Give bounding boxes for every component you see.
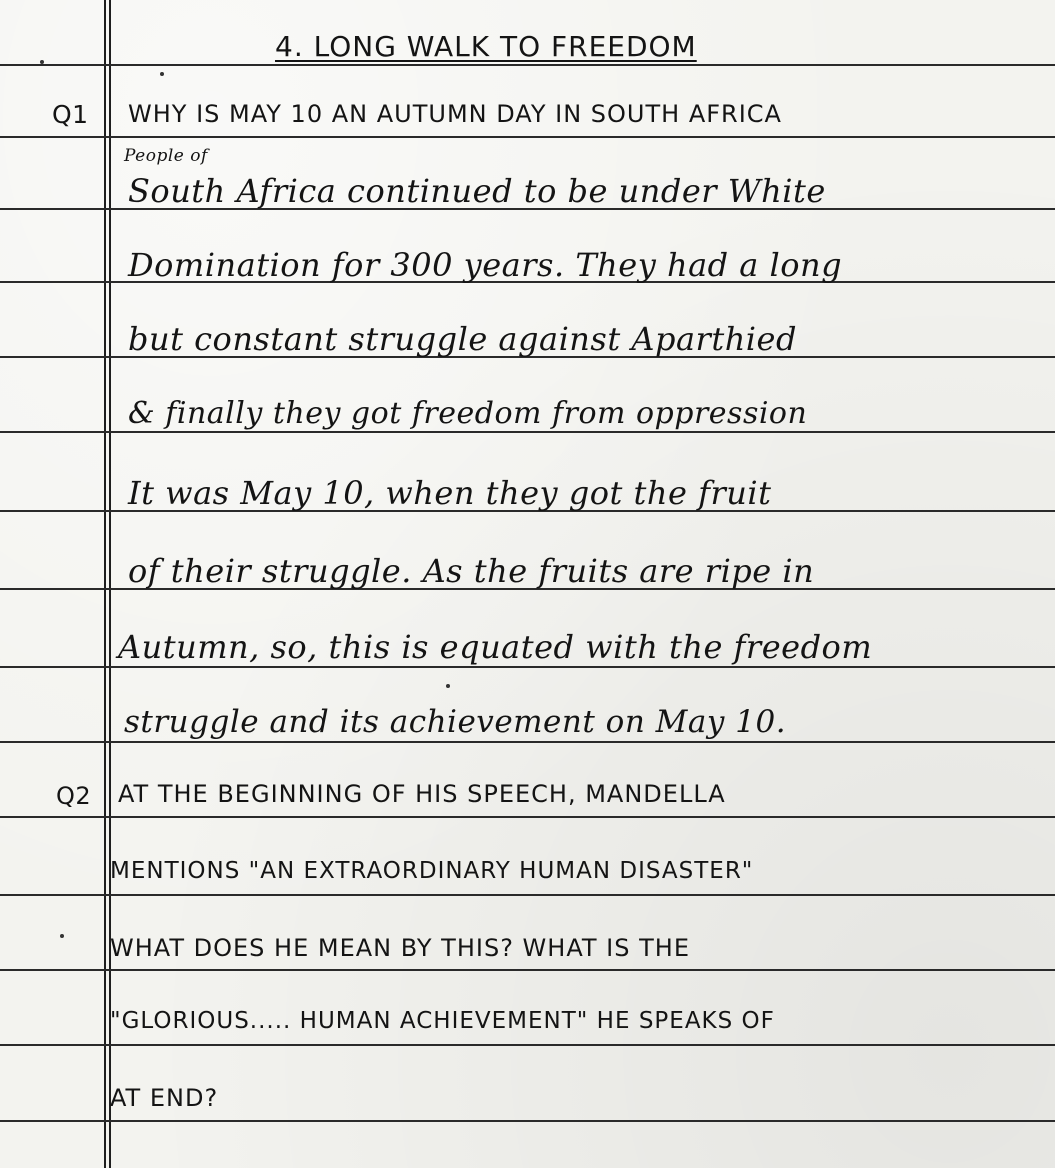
question-text: WHAT DOES HE MEAN BY THIS? WHAT IS THE <box>110 934 690 962</box>
ink-dot <box>446 684 450 688</box>
answer-line: of their struggle. As the fruits are ripe in <box>128 552 815 590</box>
ruled-line <box>0 431 1055 433</box>
ink-dot <box>60 934 64 938</box>
margin-line-outer <box>104 0 106 1168</box>
answer-line: & finally they got freedom from oppression <box>128 396 808 431</box>
question-text: AT END? <box>110 1084 219 1112</box>
question-text: AT THE BEGINNING OF HIS SPEECH, MANDELLA <box>118 780 726 808</box>
ruled-line <box>0 1044 1055 1046</box>
insert-note: People of <box>124 146 208 166</box>
question-label: Q2 <box>56 782 92 810</box>
answer-line: It was May 10, when they got the fruit <box>128 474 772 512</box>
question-label: Q1 <box>52 100 89 129</box>
ruled-line <box>0 894 1055 896</box>
answer-line: struggle and its achievement on May 10. <box>124 704 787 740</box>
ruled-line <box>0 1120 1055 1122</box>
answer-line: Autumn, so, this is equated with the freedom <box>118 628 873 666</box>
ruled-line <box>0 64 1055 66</box>
ruled-line <box>0 136 1055 138</box>
question-text: WHY IS MAY 10 AN AUTUMN DAY IN SOUTH AFRICA <box>128 100 782 128</box>
answer-line: but constant struggle against Aparthied <box>128 320 797 358</box>
ruled-line <box>0 969 1055 971</box>
ruled-line <box>0 666 1055 668</box>
ink-dot <box>160 72 164 76</box>
ruled-line <box>0 741 1055 743</box>
answer-line: South Africa continued to be under White <box>128 172 826 210</box>
question-text: MENTIONS "AN EXTRAORDINARY HUMAN DISASTER" <box>110 858 754 884</box>
margin-line-inner <box>109 0 111 1168</box>
ruled-line <box>0 816 1055 818</box>
answer-line: Domination for 300 years. They had a long <box>128 246 843 284</box>
page-title: 4. LONG WALK TO FREEDOM <box>275 30 697 63</box>
question-text: "GLORIOUS..... HUMAN ACHIEVEMENT" HE SPEAKS OF <box>110 1008 775 1034</box>
ink-dot <box>40 60 44 64</box>
